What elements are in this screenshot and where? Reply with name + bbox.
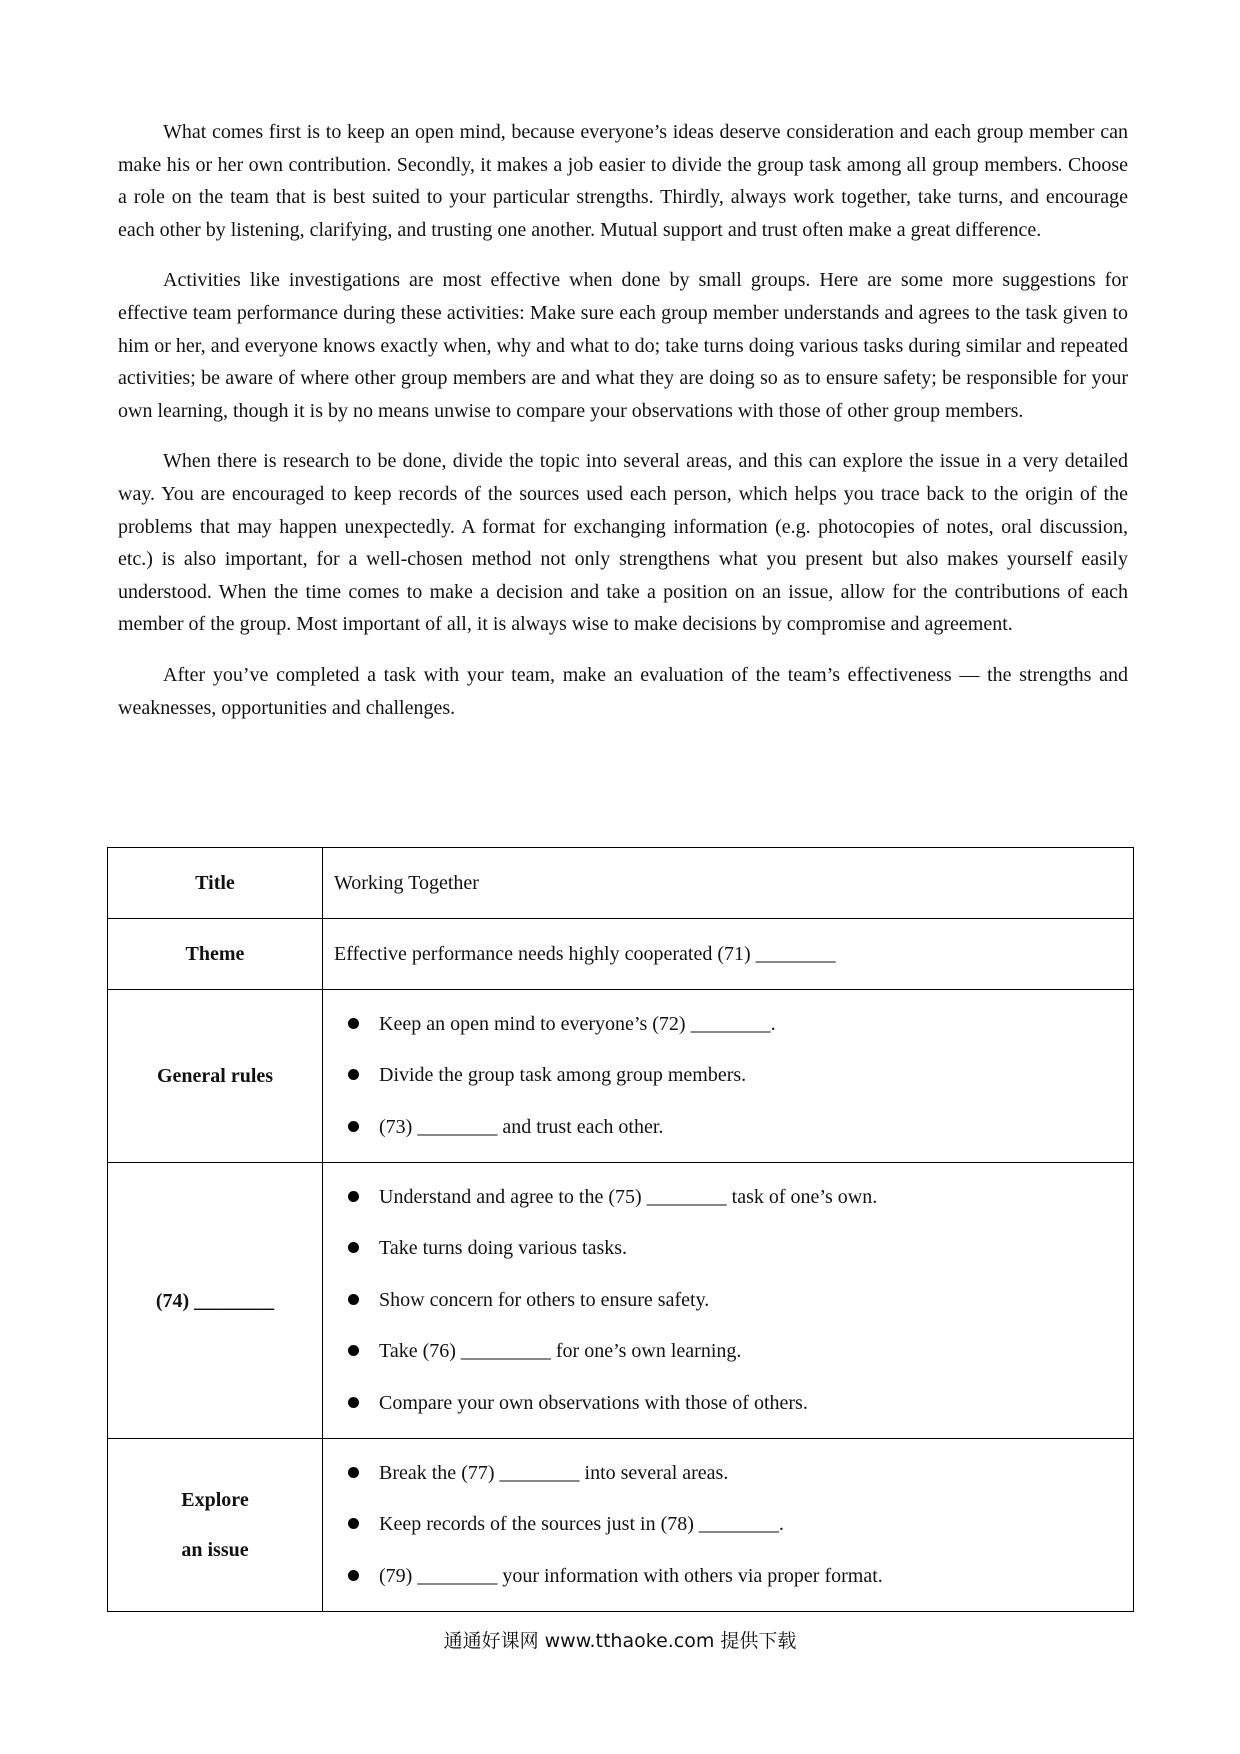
list-item <box>334 1499 1132 1551</box>
list-item <box>334 1223 1132 1275</box>
list-item <box>334 1275 1132 1327</box>
bullet-icon <box>348 1242 359 1253</box>
explore-issue-cell <box>323 1439 1134 1612</box>
table-row-title <box>108 848 1134 919</box>
list-item-text: Break the (77) ________ into several areas. <box>379 1461 729 1484</box>
paragraph-4: After you’ve completed a task with your team, make an evaluation of the team’s effectiveness — the strengths and weaknesses, opportunities and challenges. <box>118 663 1128 719</box>
explore-issue-label <box>108 1439 323 1612</box>
article-body <box>118 116 1128 742</box>
table-row-general-rules <box>108 990 1134 1163</box>
list-item-text: Compare your own observations with those of others. <box>379 1391 808 1414</box>
list-item <box>334 1378 1132 1430</box>
list-item <box>334 1102 1132 1154</box>
list-item-text: Show concern for others to ensure safety. <box>379 1288 710 1311</box>
bullet-icon <box>348 1467 359 1478</box>
general-rules-list <box>334 999 1132 1154</box>
list-item-text: Take (76) _________ for one’s own learning. <box>379 1340 742 1363</box>
list-item <box>334 1050 1132 1102</box>
theme-value: Effective performance needs highly cooperated (71) ________ <box>323 919 1134 990</box>
title-value: Working Together <box>323 848 1134 919</box>
table-row-team-performance <box>108 1163 1134 1439</box>
bullet-icon <box>348 1345 359 1356</box>
bullet-icon <box>348 1018 359 1029</box>
team-performance-cell <box>323 1163 1134 1439</box>
list-item-text: (73) ________ and trust each other. <box>379 1115 664 1138</box>
paragraph-1: What comes first is to keep an open mind, because everyone’s ideas deserve consideration and each group member can make his or her own contribution. Secondly, it makes a job easier to divide the group task among all group members. Choose a role on the team that is best suited to your particular strengths. Thirdly, always work together, take turns, and encourage each other by listening, clarifying, and trusting one another. Mutual support and trust often make a great difference. <box>118 121 1128 241</box>
bullet-icon <box>348 1518 359 1529</box>
footer-watermark: 通通好课网 www.tthaoke.com 提供下载 <box>443 1630 797 1652</box>
bullet-icon <box>348 1121 359 1132</box>
table-row-theme <box>108 919 1134 990</box>
general-rules-label: General rules <box>108 990 323 1163</box>
table-row-explore-issue <box>108 1439 1134 1612</box>
explore-label-line2: an issue <box>181 1539 249 1561</box>
list-item <box>334 1326 1132 1378</box>
bullet-icon <box>348 1397 359 1408</box>
explore-issue-list <box>334 1448 1132 1603</box>
bullet-icon <box>348 1069 359 1080</box>
team-performance-list <box>334 1172 1132 1430</box>
bullet-icon <box>348 1570 359 1581</box>
list-item <box>334 1551 1132 1603</box>
list-item-text: Keep records of the sources just in (78) ________. <box>379 1513 784 1536</box>
summary-table <box>107 847 1134 1612</box>
list-item-text: Keep an open mind to everyone’s (72) ________. <box>379 1012 776 1035</box>
list-item-text: Divide the group task among group members. <box>379 1064 747 1087</box>
general-rules-cell <box>323 990 1134 1163</box>
list-item <box>334 1172 1132 1224</box>
list-item-text: (79) ________ your information with others via proper format. <box>379 1564 883 1587</box>
list-item-text: Understand and agree to the (75) ________ task of one’s own. <box>379 1185 878 1208</box>
list-item-text: Take turns doing various tasks. <box>379 1237 628 1260</box>
title-label: Title <box>108 848 323 919</box>
paragraph-2: Activities like investigations are most effective when done by small groups. Here are some more suggestions for effective team performance during these activities: Make sure each group member understands and agrees to the task given to him or her, and everyone knows exactly when, why and what to do; take turns doing various tasks during similar and repeated activities; be aware of where other group members are and what they are doing so as to ensure safety; be responsible for your own learning, though it is by no means unwise to compare your observations with those of other group members. <box>118 269 1128 422</box>
bullet-icon <box>348 1191 359 1202</box>
list-item <box>334 1448 1132 1500</box>
explore-label-line1: Explore <box>181 1489 249 1511</box>
blank-74-label: (74) ________ <box>108 1163 323 1439</box>
bullet-icon <box>348 1294 359 1305</box>
theme-label: Theme <box>108 919 323 990</box>
paragraph-3: When there is research to be done, divide the topic into several areas, and this can explore the issue in a very detailed way. You are encouraged to keep records of the sources used each person, which helps you trace back to the origin of the problems that may happen unexpectedly. A format for exchanging information (e.g. photocopies of notes, oral discussion, etc.) is also important, for a well-chosen method not only strengthens what you present but also makes yourself easily understood. When the time comes to make a decision and take a position on an issue, allow for the contributions of each member of the group. Most important of all, it is always wise to make decisions by compromise and agreement. <box>118 450 1128 636</box>
list-item <box>334 999 1132 1051</box>
